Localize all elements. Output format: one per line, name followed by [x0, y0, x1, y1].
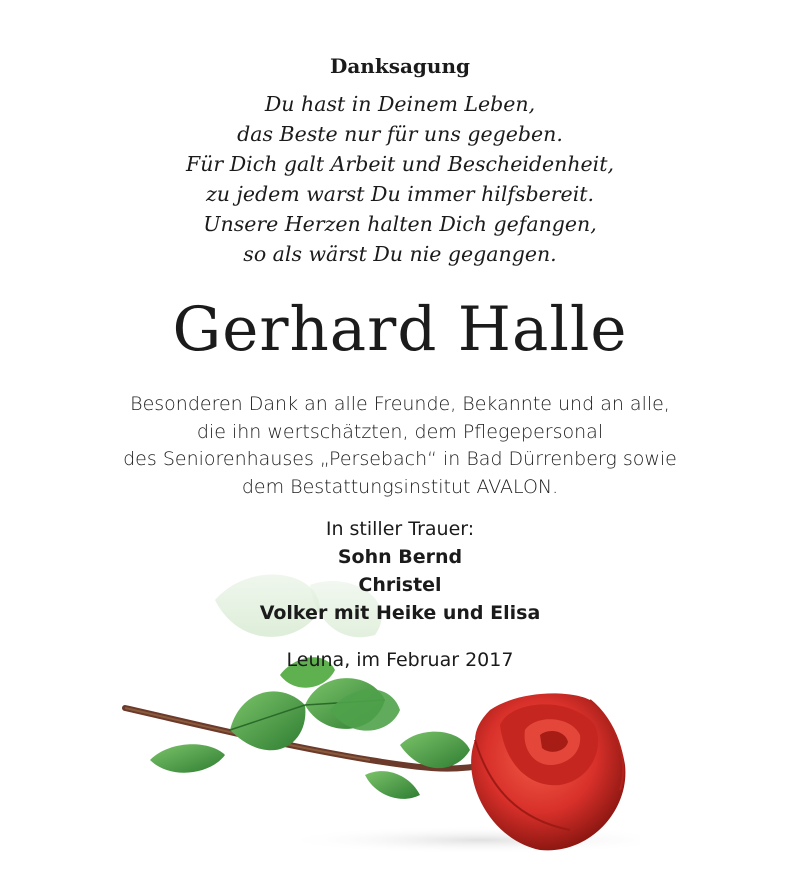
poem-line: so als wärst Du nie gegangen. — [243, 242, 557, 266]
thanks-line: des Seniorenhauses „Persebach“ in Bad Dürrenberg sowie — [123, 448, 677, 470]
thanks-line: dem Bestattungsinstitut AVALON. — [241, 475, 559, 498]
mourners-block — [0, 515, 800, 627]
thanks-line: die ihn wertschätzten, dem Pflegepersonal — [196, 420, 604, 443]
poem-line: zu jedem warst Du immer hilfsbereit. — [205, 182, 595, 206]
poem-line: Du hast in Deinem Leben, — [264, 92, 536, 116]
deceased-name: Gerhard Halle — [172, 294, 628, 365]
mourner-name: Christel — [358, 574, 442, 596]
mourning-intro: In stiller Trauer: — [325, 518, 475, 540]
thanks-text — [0, 391, 800, 501]
heading: Danksagung — [330, 54, 470, 78]
poem-line: das Beste nur für uns gegeben. — [237, 122, 563, 146]
place-date: Leuna, im Februar 2017 — [286, 649, 514, 671]
poem — [0, 89, 800, 269]
thanks-line: Besonderen Dank an alle Freunde, Bekannte und an alle, — [130, 393, 670, 415]
poem-line: Für Dich galt Arbeit und Bescheidenheit, — [186, 152, 614, 176]
mourner-name: Volker mit Heike und Elisa — [259, 602, 541, 624]
poem-line: Unsere Herzen halten Dich gefangen, — [203, 212, 597, 236]
mourner-name: Sohn Bernd — [337, 546, 463, 568]
